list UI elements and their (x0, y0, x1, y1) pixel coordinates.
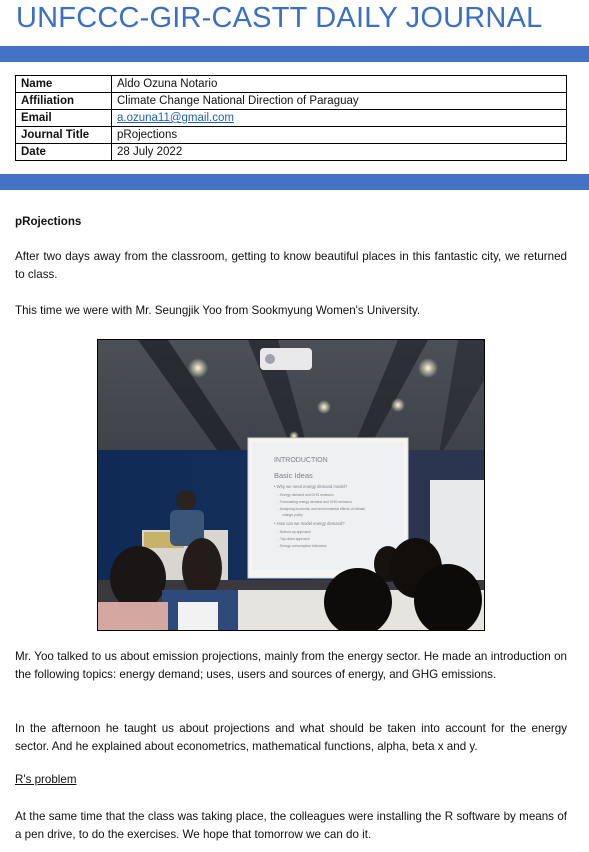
info-label: Email (16, 110, 112, 127)
header-band-top (0, 46, 589, 62)
slide-line: - Forecasting energy demand and GHG emission (278, 500, 352, 504)
paragraph-topics: Mr. Yoo talked to us about emission projections, mainly from the energy sector. He made an introduction on the following topics: energy demand; uses, users and sources of energy, and GHG emissions. (15, 650, 567, 681)
info-label: Name (16, 76, 112, 93)
slide-title: INTRODUCTION (274, 457, 328, 464)
slide-line: - Bottom-up approach (278, 530, 311, 534)
info-row-journal-title (16, 127, 567, 144)
subheading-r-problem: R's problem (15, 773, 77, 786)
info-value-date: 28 July 2022 (112, 144, 567, 161)
entry-heading: pRojections (15, 215, 82, 228)
paragraph-speaker: This time we were with Mr. Seungjik Yoo from Sookmyung Women's University. (15, 304, 421, 317)
info-value-email-cell (112, 110, 567, 127)
info-value-affiliation: Climate Change National Direction of Paraguay (112, 93, 567, 110)
slide-line: - Energy consumption indicators (278, 544, 327, 548)
paragraph-intro: After two days away from the classroom, getting to know beautiful places in this fantastic city, we returned to class. (15, 250, 567, 281)
email-link[interactable]: a.ozuna11@gmail.com (117, 112, 234, 124)
slide-line: • Why we need energy demand model? (274, 484, 348, 489)
info-table (15, 75, 567, 161)
info-row-affiliation (16, 93, 567, 110)
info-row-email (16, 110, 567, 127)
info-row-date (16, 144, 567, 161)
slide-line: • How can we model energy demand? (274, 521, 345, 526)
slide-line: - Top-down approach (278, 537, 310, 541)
info-label: Date (16, 144, 112, 161)
slide-subtitle: Basic Ideas (274, 471, 313, 480)
paragraph-r-install: At the same time that the class was taking place, the colleagues were installing the R software by means of a pen drive, to do the exercises. We hope that tomorrow we can do it. (15, 810, 567, 841)
journal-title: UNFCCC-GIR-CASTT DAILY JOURNAL (16, 2, 543, 34)
info-label: Affiliation (16, 93, 112, 110)
slide-line: - Analyzing economic and environmental effects of climate (278, 507, 366, 511)
classroom-photo (97, 339, 485, 631)
slide-line: change policy (282, 513, 303, 517)
info-value-journal-title: pRojections (112, 127, 567, 144)
info-value-name: Aldo Ozuna Notario (112, 76, 567, 93)
info-row-name (16, 76, 567, 93)
slide-line: - Energy demand and GHG emission (278, 493, 334, 497)
paragraph-afternoon: In the afternoon he taught us about projections and what should be taken into account for the energy sector. And he explained about econometrics, mathematical functions, alpha, beta x and y. (15, 722, 567, 753)
info-label: Journal Title (16, 127, 112, 144)
header-band-bottom (0, 174, 589, 190)
